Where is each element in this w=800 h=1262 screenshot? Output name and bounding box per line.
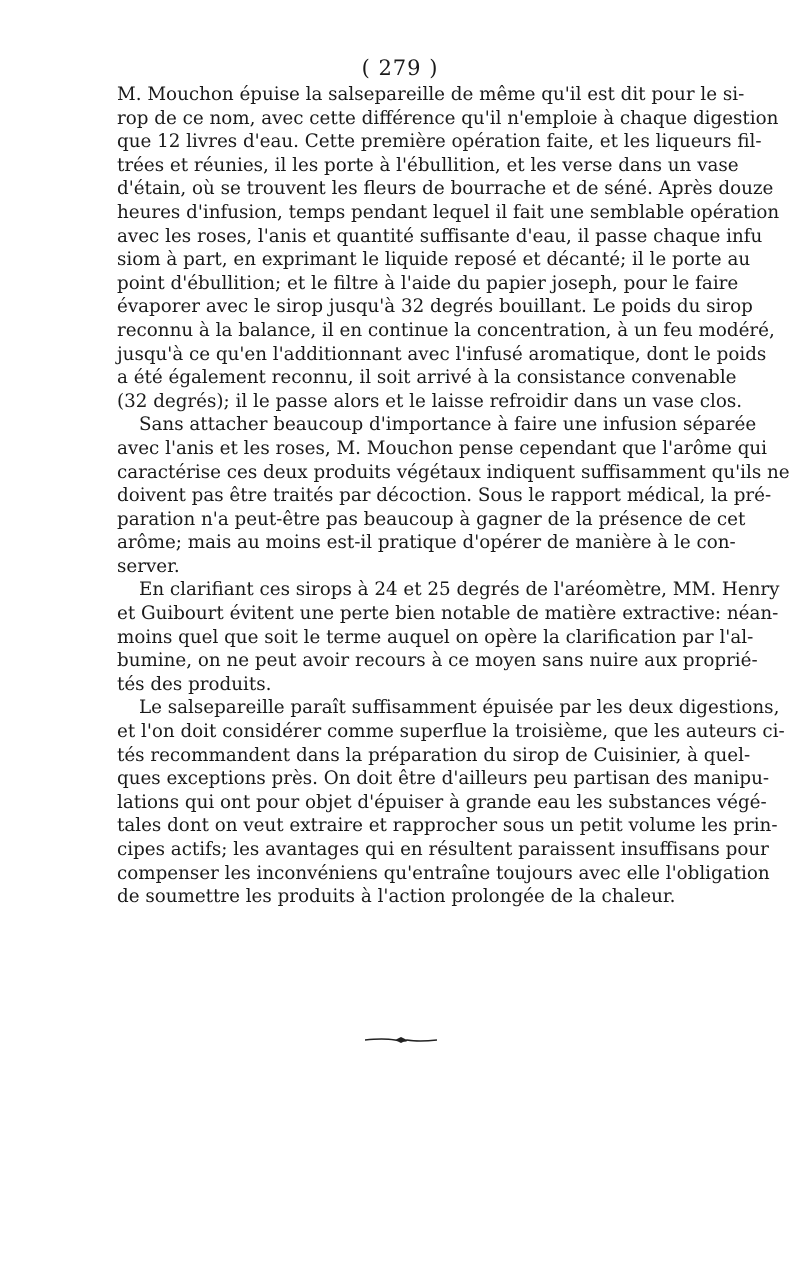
text-line: avec l'anis et les roses, M. Mouchon pense cependant que l'arôme qui — [117, 437, 768, 459]
paragraph-clarification — [117, 578, 780, 696]
text-line: Le salsepareille paraît suffisamment épuisée par les deux digestions, — [139, 697, 780, 719]
text-line: reconnu à la balance, il en continue la concentration, à un feu modéré, — [117, 319, 775, 341]
text-line: tales dont on veut extraire et rapprocher sous un petit volume les prin- — [117, 815, 778, 837]
text-line: bumine, on ne peut avoir recours à ce moyen sans nuire aux proprié- — [117, 650, 758, 672]
text-line: tés recommandent dans la préparation du sirop de Cuisinier, à quel- — [117, 744, 751, 766]
text-line: ques exceptions près. On doit être d'ailleurs peu partisan des manipu- — [117, 768, 770, 790]
text-line: Sans attacher beaucoup d'importance à faire une infusion séparée — [139, 414, 757, 436]
text-line: trées et réunies, il les porte à l'ébullition, et les verse dans un vase — [117, 154, 739, 176]
text-line: caractérise ces deux produits végétaux indiquent suffisamment qu'ils ne — [117, 461, 790, 483]
text-line: M. Mouchon épuise la salsepareille de même qu'il est dit pour le si- — [117, 84, 745, 105]
text-line: avec les roses, l'anis et quantité suffisante d'eau, il passe chaque infu — [117, 225, 763, 247]
ornament-divider — [365, 1036, 437, 1044]
text-line: a été également reconnu, il soit arrivé à la consistance convenable — [117, 367, 737, 389]
page-number: ( 279 ) — [361, 56, 439, 80]
text-line: siom à part, en exprimant le liquide reposé et décanté; il le porte au — [117, 249, 751, 271]
text-line: cipes actifs; les avantages qui en résultent paraissent insuffisans pour — [117, 839, 769, 860]
text-line: doivent pas être traités par décoction. Sous le rapport médical, la pré- — [117, 485, 772, 507]
text-line: paration n'a peut-être pas beaucoup à gagner de la présence de cet — [117, 508, 746, 530]
text-line: jusqu'à ce qu'en l'additionnant avec l'infusé aromatique, dont le poids — [117, 343, 767, 365]
paragraph-mouchon-method — [117, 83, 780, 413]
text-line: tés des produits. — [117, 673, 272, 695]
text-line: server. — [117, 555, 180, 577]
text-line: rop de ce nom, avec cette différence qu'il n'emploie à chaque digestion — [117, 107, 779, 129]
text-line: heures d'infusion, temps pendant lequel il fait une semblable opération — [117, 201, 780, 223]
text-line: moins quel que soit le terme auquel on opère la clarification par l'al- — [117, 626, 754, 648]
text-line: point d'ébullition; et le filtre à l'aide du papier joseph, pour le faire — [117, 272, 739, 294]
text-line: En clarifiant ces sirops à 24 et 25 degrés de l'aréomètre, MM. Henry — [139, 579, 780, 601]
text-line: d'étain, où se trouvent les fleurs de bourrache et de séné. Après douze — [117, 178, 774, 200]
text-line: arôme; mais au moins est-il pratique d'opérer de manière à le con- — [117, 532, 736, 554]
text-line: de soumettre les produits à l'action prolongée de la chaleur. — [117, 886, 676, 908]
text-line: lations qui ont pour objet d'épuiser à grande eau les substances végé- — [117, 791, 767, 813]
text-line: et l'on doit considérer comme superflue la troisième, que les auteurs ci- — [117, 721, 785, 743]
text-line: (32 degrés); il le passe alors et le laisse refroidir dans un vase clos. — [117, 390, 743, 412]
text-line: et Guibourt évitent une perte bien notable de matière extractive: néan- — [117, 603, 779, 625]
text-line: compenser les inconvéniens qu'entraîne toujours avec elle l'obligation — [117, 862, 770, 884]
paragraph-infusion-note — [117, 413, 790, 578]
text-line: que 12 livres d'eau. Cette première opération faite, et les liqueurs fil- — [117, 131, 762, 153]
text-line: évaporer avec le sirop jusqu'à 32 degrés bouillant. Le poids du sirop — [117, 296, 753, 318]
body-text — [117, 83, 790, 909]
paragraph-digestions — [117, 696, 785, 908]
